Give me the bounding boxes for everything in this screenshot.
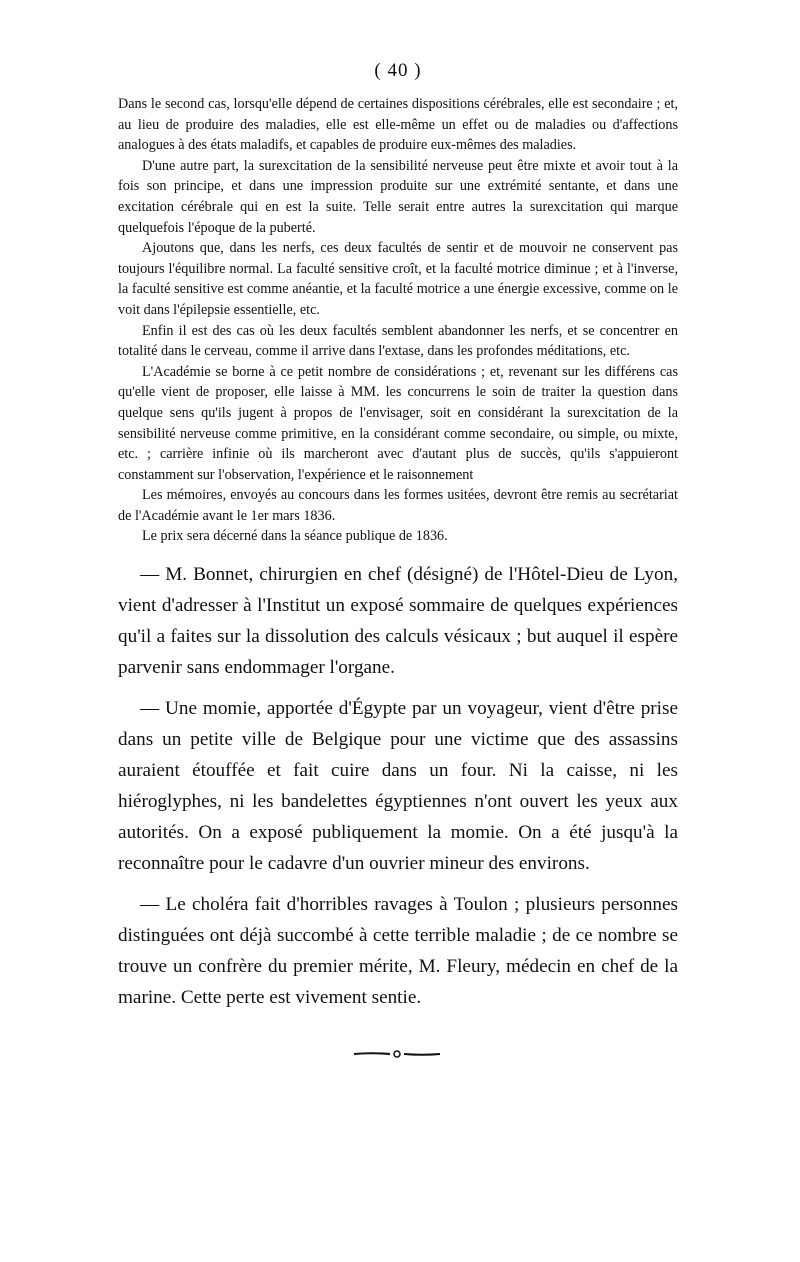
news-item-bonnet: — M. Bonnet, chirurgien en chef (désigné) de l'Hôtel-Dieu de Lyon, vient d'adresser à l'Institut un exposé sommaire de quelques expériences qu'il a faites sur la dissolution des calculs vésicaux ; but auquel il espère parvenir sans endommager l'organe.: [118, 564, 678, 679]
paragraph-second-case: Dans le second cas, lorsqu'elle dépend de certaines dispositions cérébrales, elle est secondaire ; et, au lieu de produire des maladies, elle est elle-même un effet ou de maladies ou d'affections analogues à des états maladifs, et capables de produire eux-mêmes des maladies.: [118, 96, 678, 154]
paragraph-mixed-surexcitation: D'une autre part, la surexcitation de la sensibilité nerveuse peut être mixte et avoir tout à la fois son principe, et dans une impression produite sur une extrémité sentante, et dans une excitation cérébrale qui en est la suite. Telle serait entre autres la surexcitation qui marque quelquefois l'époque de la puberté.: [118, 157, 678, 236]
end-ornament: [352, 1049, 442, 1059]
paragraph-prize: Le prix sera décerné dans la séance publique de 1836.: [142, 528, 448, 545]
news-item-mummy: — Une momie, apportée d'Égypte par un voyageur, vient d'être prise dans un petite ville de Belgique pour une victime que des assassins auraient étouffée et fait cuire dans un four. Ni la caisse, ni les hiéroglyphes, ni les bandelettes égyptiennes n'ont ouvert les yeux aux autorités. On a exposé publiquement la momie. On a été jusqu'à la reconnaître pour le cadavre d'un ouvrier mineur des environs.: [118, 698, 678, 875]
paragraph-memoir-submission: Les mémoires, envoyés au concours dans les formes usitées, devront être remis au secrétariat de l'Académie avant le 1er mars 1836.: [118, 487, 678, 524]
page-body: [118, 60, 678, 1013]
news-item-cholera: — Le choléra fait d'horribles ravages à Toulon ; plusieurs personnes distinguées ont déjà succombé à cette terrible maladie ; de ce nombre se trouve un confrère du premier mérite, M. Fleury, médecin en chef de la marine. Cette perte est vivement sentie.: [118, 894, 678, 1009]
paragraph-brain-concentration: Enfin il est des cas où les deux facultés semblent abandonner les nerfs, et se concentrer en totalité dans le cerveau, comme il arrive dans l'extase, dans les profondes méditations, etc.: [118, 322, 678, 360]
paragraph-academy-considerations: L'Académie se borne à ce petit nombre de considérations ; et, revenant sur les différens cas qu'elle vient de proposer, elle laisse à MM. les concurrens le soin de traiter la question dans quelque sens qu'ils jugent à propos de l'envisager, soit en considérant la surexcitation de la sensibilité nerveuse comme primitive, en la considérant comme secondaire, ou simple, ou mixte, etc. ; carrière infinie où ils marcheront avec d'autant plus de succès, qu'ils s'appuieront constamment sur l'observation, l'expérience et le raisonnement: [118, 363, 678, 483]
ornament-rule-icon: [352, 1049, 442, 1059]
page-number: ( 40 ): [374, 60, 422, 81]
paragraph-nerve-faculties: Ajoutons que, dans les nerfs, ces deux facultés de sentir et de mouvoir ne conservent pas toujours l'équilibre normal. La faculté sensitive croît, et la faculté motrice diminue ; et à l'inverse, la faculté sensitive est comme anéantie, et la faculté motrice a une énergie excessive, comme on le voit dans l'épilepsie essentielle, etc.: [118, 240, 678, 318]
